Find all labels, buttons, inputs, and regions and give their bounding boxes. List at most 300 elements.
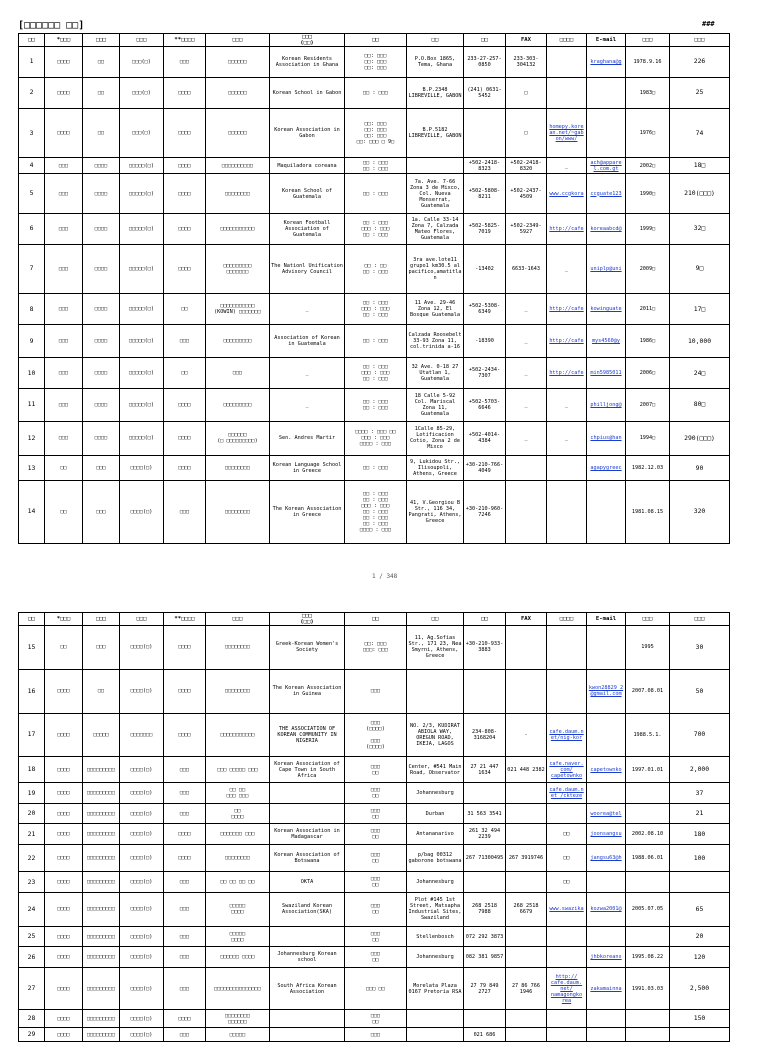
cell-org-name: □□□□□□□ □□□	[206, 824, 270, 845]
cell-officers: □□ : □□□	[345, 325, 407, 358]
cell-org-name-en: Korean Language School in Greece	[270, 456, 345, 481]
cell-officers: □□□ □□	[345, 803, 407, 824]
table-row	[19, 872, 730, 893]
cell-fax: 268 2518 6679	[506, 892, 547, 926]
header-rank: **□□□□	[164, 613, 206, 626]
cell-fax: 021 448 2382	[506, 757, 547, 783]
cell-officers: □□□ □□	[345, 783, 407, 804]
cell-country: □□□□□	[83, 713, 120, 757]
cell-homepage[interactable]: homepy.korean.net/~gabon/www/	[547, 108, 587, 157]
cell-org-name-en: Sen. Andres Martir	[270, 421, 345, 456]
cell-region: □□□□	[45, 757, 83, 783]
cell-rank: □□□	[164, 872, 206, 893]
table-row	[19, 968, 730, 1010]
table-row	[19, 480, 730, 543]
cell-country: □□□□□□□□□	[83, 968, 120, 1010]
table-row	[19, 325, 730, 358]
cell-phone: +502-5808-8211	[464, 174, 506, 214]
cell-homepage[interactable]: http://cafe	[547, 294, 587, 325]
cell-region: □□□□	[45, 783, 83, 804]
cell-fax: +502-2418-8320	[506, 158, 547, 174]
cell-office: □□□□□(□)	[120, 358, 164, 389]
cell-region: □□	[45, 480, 83, 543]
cell-no: 8	[19, 294, 45, 325]
cell-fax	[506, 824, 547, 845]
cell-members: 100	[670, 844, 730, 871]
cell-fax: □	[506, 77, 547, 108]
cell-founded: 1994□	[626, 421, 670, 456]
cell-org-name-en: Korean School of Guatemala	[270, 174, 345, 214]
table-row	[19, 926, 730, 947]
cell-no: 4	[19, 158, 45, 174]
cell-members: 24□	[670, 358, 730, 389]
header-email: E-mail	[587, 613, 626, 626]
cell-email[interactable]: chpius@han	[587, 421, 626, 456]
cell-org-name-en	[270, 803, 345, 824]
cell-email	[587, 77, 626, 108]
cell-officers: □□□ □□	[345, 844, 407, 871]
header-address: □□	[407, 34, 464, 47]
cell-founded: 1995	[626, 626, 670, 670]
table-row	[19, 294, 730, 325]
cell-org-name-en	[270, 783, 345, 804]
cell-members: 17□	[670, 294, 730, 325]
header-org-name-en: □□□ (□□)	[270, 34, 345, 47]
cell-org-name: □□□□□□□□	[206, 626, 270, 670]
cell-email[interactable]: joonsangsu	[587, 824, 626, 845]
cell-fax: □	[506, 108, 547, 157]
cell-region: □□□	[45, 389, 83, 421]
cell-office: □□□□(□)	[120, 626, 164, 670]
cell-phone: 234-808-3168204	[464, 713, 506, 757]
cell-org-name: □□□□□□□□□ □□□□□□□	[206, 244, 270, 293]
cell-rank: □□□□	[164, 1010, 206, 1028]
cell-officers: □□□ □□	[345, 892, 407, 926]
cell-office: □□□□(□)	[120, 1028, 164, 1042]
cell-region: □□□□	[45, 108, 83, 157]
cell-officers: □□ : □□□	[345, 174, 407, 214]
cell-members: 2,000	[670, 757, 730, 783]
cell-office: □□□□□(□)	[120, 325, 164, 358]
cell-email[interactable]: min5985011	[587, 358, 626, 389]
cell-officers: □□ : □□□ □□ : □□□	[345, 389, 407, 421]
cell-phone: +502-5308-6349	[464, 294, 506, 325]
cell-founded: 2006□	[626, 358, 670, 389]
cell-country: □□	[83, 47, 120, 78]
cell-phone: +502-5703-6646	[464, 389, 506, 421]
cell-homepage	[547, 1010, 587, 1028]
cell-rank: □□□□	[164, 626, 206, 670]
cell-no: 24	[19, 892, 45, 926]
header-members: □□□	[670, 34, 730, 47]
cell-office: □□□□□(□)	[120, 389, 164, 421]
table-row	[19, 158, 730, 174]
cell-rank: □□□	[164, 757, 206, 783]
cell-homepage	[547, 626, 587, 670]
cell-homepage	[547, 803, 587, 824]
cell-org-name-en: _	[270, 358, 345, 389]
cell-region: □□□□	[45, 47, 83, 78]
cell-fax: _	[506, 421, 547, 456]
cell-email[interactable]: uniplp@uni	[587, 244, 626, 293]
cell-region: □□□	[45, 325, 83, 358]
cell-members: 210(□□□)	[670, 174, 730, 214]
cell-homepage: □□	[547, 824, 587, 845]
cell-address	[407, 669, 464, 713]
cell-email[interactable]: mys4560@y	[587, 325, 626, 358]
cell-address: Morelata Plaza 0167 Pretoria RSA	[407, 968, 464, 1010]
cell-org-name-en: The Korean Association in Guinea	[270, 669, 345, 713]
cell-org-name-en: THE ASSOCIATION OF KOREAN COMMUNITY IN NIGERIA	[270, 713, 345, 757]
cell-phone: 267 71300495	[464, 844, 506, 871]
table-row	[19, 108, 730, 157]
cell-country: □□□□□□□□□	[83, 1010, 120, 1028]
cell-office: □□□□(□)	[120, 480, 164, 543]
cell-email[interactable]: zakamainna	[587, 968, 626, 1010]
cell-org-name: □□ □□ □□ □□	[206, 872, 270, 893]
cell-org-name-en: _	[270, 294, 345, 325]
cell-address: 9, Lukidou Str., Ilisoupoli, Athens, Greece	[407, 456, 464, 481]
cell-members	[670, 872, 730, 893]
cell-org-name: □□□□□□ □□□□	[206, 947, 270, 968]
cell-email	[587, 783, 626, 804]
cell-office: □□□□(□)	[120, 947, 164, 968]
cell-no: 11	[19, 389, 45, 421]
cell-members: 290(□□□)	[670, 421, 730, 456]
cell-members: 37	[670, 783, 730, 804]
cell-email[interactable]: koreaabcd@	[587, 213, 626, 244]
header-phone: □□	[464, 34, 506, 47]
cell-email[interactable]: capetownko	[587, 757, 626, 783]
cell-country: □□□□□□□□□	[83, 947, 120, 968]
cell-homepage: □□	[547, 872, 587, 893]
cell-homepage[interactable]: cafe.naver.com/ capetownko	[547, 757, 587, 783]
cell-officers: □□ : □□□ □□□ : □□□ □□ : □□□	[345, 294, 407, 325]
cell-region: □□□	[45, 294, 83, 325]
cell-phone	[464, 669, 506, 713]
cell-org-name-en	[270, 1028, 345, 1042]
header-no: □□	[19, 34, 45, 47]
cell-officers: □□ : □□□ □□ : □□□	[345, 158, 407, 174]
table-row	[19, 358, 730, 389]
cell-country: □□□□□□□□□	[83, 926, 120, 947]
cell-phone: 268 2518 7988	[464, 892, 506, 926]
cell-members: 700	[670, 713, 730, 757]
cell-fax	[506, 626, 547, 670]
cell-officers: □□ : □□□ □□ : □□□ □□□ : □□□ □□ : □□□ □□ : □□□ □□ : □□□ □□□□ : □□□	[345, 480, 407, 543]
cell-org-name-en: OKTA	[270, 872, 345, 893]
header-officers: □□	[345, 34, 407, 47]
cell-fax: +502-2437-4509	[506, 174, 547, 214]
cell-org-name-en: The Nationl Unification Advisory Council	[270, 244, 345, 293]
cell-fax: 267 3919746	[506, 844, 547, 871]
cell-members: 20	[670, 926, 730, 947]
header-founded: □□□	[626, 34, 670, 47]
cell-region: □□□□	[45, 803, 83, 824]
cell-members: 9□	[670, 244, 730, 293]
cell-homepage: □□	[547, 844, 587, 871]
cell-rank: □□□□	[164, 174, 206, 214]
cell-org-name: □□□ □□□□□ □□□	[206, 757, 270, 783]
cell-office: □□□□□(□)	[120, 294, 164, 325]
cell-founded: 1976□	[626, 108, 670, 157]
cell-office: □□□□(□)	[120, 892, 164, 926]
cell-org-name: □□□	[206, 358, 270, 389]
cell-office: □□□□(□)	[120, 968, 164, 1010]
cell-region: □□□	[45, 244, 83, 293]
cell-org-name: □□□□□□□□□□□□□□□	[206, 968, 270, 1010]
cell-country: □□	[83, 77, 120, 108]
page-title: [□□□□□□ □□]	[18, 20, 85, 31]
table-row	[19, 626, 730, 670]
table-row	[19, 421, 730, 456]
cell-email[interactable]: kozwa2001@	[587, 892, 626, 926]
cell-country: □□□□□□□□□	[83, 783, 120, 804]
cell-fax	[506, 872, 547, 893]
cell-office: □□□□□(□)	[120, 213, 164, 244]
cell-officers: □□: □□□ □□□: □□□	[345, 626, 407, 670]
cell-homepage[interactable]: www.ccgkora	[547, 174, 587, 214]
cell-org-name-en: Korean Association in Gabon	[270, 108, 345, 157]
cell-org-name: □□□□□□□□	[206, 669, 270, 713]
cell-no: 9	[19, 325, 45, 358]
cell-no: 1	[19, 47, 45, 78]
cell-rank: □□□□	[164, 713, 206, 757]
cell-rank: □□□□	[164, 824, 206, 845]
cell-country: □□□□	[83, 325, 120, 358]
cell-org-name: □□□□□□□□	[206, 844, 270, 871]
cell-no: 13	[19, 456, 45, 481]
cell-fax	[506, 926, 547, 947]
cell-homepage[interactable]: http://cafe	[547, 325, 587, 358]
cell-address: 32 Ave. 0-18 27 Utatlan 1, Guatemala	[407, 358, 464, 389]
cell-rank: □□□	[164, 325, 206, 358]
cell-fax	[506, 1010, 547, 1028]
header-address: □□	[407, 613, 464, 626]
cell-homepage[interactable]: www.swazika	[547, 892, 587, 926]
cell-rank: □□	[164, 358, 206, 389]
cell-region: □□□□	[45, 892, 83, 926]
cell-email	[587, 626, 626, 670]
cell-address: B.P.2348 LIBREVILLE, GABON	[407, 77, 464, 108]
cell-phone: +30-210-933-3883	[464, 626, 506, 670]
header-founded: □□□	[626, 613, 670, 626]
cell-homepage[interactable]: cafe.daum.net/nig-kor	[547, 713, 587, 757]
cell-members: 10,000	[670, 325, 730, 358]
cell-country: □□□□□□□□□	[83, 824, 120, 845]
cell-office: □□□□(□)	[120, 669, 164, 713]
table-row	[19, 892, 730, 926]
cell-address: 1Calle 85-29, Lotificacion Cotio, Zona 2 de Mixco	[407, 421, 464, 456]
cell-phone: 31 563 3541	[464, 803, 506, 824]
cell-members: 150	[670, 1010, 730, 1028]
cell-no: 10	[19, 358, 45, 389]
header-officers: □□	[345, 613, 407, 626]
cell-office: □□□□□(□)	[120, 158, 164, 174]
cell-email[interactable]: kwon28829 2 @gmail.com	[587, 669, 626, 713]
cell-no: 7	[19, 244, 45, 293]
cell-homepage[interactable]: http://cafe	[547, 213, 587, 244]
cell-rank: □□□	[164, 480, 206, 543]
cell-address: 7a. Ave. 7-66 Zona 3 de Mixco, Col. Nueva Monserrat, Guatemala	[407, 174, 464, 214]
cell-homepage	[547, 77, 587, 108]
cell-address: Calzada Roosebelt 33-93 Zona 11, col.trinida a-16	[407, 325, 464, 358]
cell-fax: 27 86 766 1946	[506, 968, 547, 1010]
cell-phone: (241) 0631-5452	[464, 77, 506, 108]
cell-founded: 1997.01.01	[626, 757, 670, 783]
table-row	[19, 244, 730, 293]
cell-email[interactable]: philljong@	[587, 389, 626, 421]
cell-officers: □□□ □□	[345, 824, 407, 845]
cell-founded: 1991.03.03	[626, 968, 670, 1010]
cell-no: 14	[19, 480, 45, 543]
cell-org-name-en	[270, 926, 345, 947]
cell-rank: □□□□	[164, 844, 206, 871]
cell-office: □□□□(□)	[120, 803, 164, 824]
cell-phone: +30-210-960-7246	[464, 480, 506, 543]
cell-email[interactable]: ccguate123	[587, 174, 626, 214]
cell-phone: 082 381 9857	[464, 947, 506, 968]
cell-founded: 2005.07.05	[626, 892, 670, 926]
cell-address	[407, 1028, 464, 1042]
cell-no: 20	[19, 803, 45, 824]
cell-address: 11 Ave. 29-46 Zona 12, El Bosque Guatemala	[407, 294, 464, 325]
cell-country: □□□□□□□□□	[83, 892, 120, 926]
cell-email[interactable]: woorea@tel	[587, 803, 626, 824]
cell-officers: □□: □□□ □□: □□□ □□: □□□ □□: □□□ □ 9□	[345, 108, 407, 157]
cell-address: NO. 2/3, KUDIRAT ABIOLA WAY, OREGUN ROAD, IKEJA, LAGOS	[407, 713, 464, 757]
cell-no: 21	[19, 824, 45, 845]
cell-founded: 1988.06.01	[626, 844, 670, 871]
cell-officers: □□ : □□□	[345, 456, 407, 481]
cell-founded: 2011□	[626, 294, 670, 325]
cell-org-name-en: _	[270, 389, 345, 421]
cell-homepage	[547, 456, 587, 481]
cell-country: □□	[83, 669, 120, 713]
table-header-row	[19, 34, 730, 47]
cell-members: 25	[670, 77, 730, 108]
cell-fax: -	[506, 713, 547, 757]
cell-org-name: □□□□□□□□	[206, 480, 270, 543]
cell-homepage[interactable]: http://cafe	[547, 358, 587, 389]
cell-founded: 1981.08.15	[626, 480, 670, 543]
cell-officers: □□: □□□ □□: □□□ □□: □□□	[345, 47, 407, 78]
cell-region: □□□□	[45, 1010, 83, 1028]
table-row	[19, 844, 730, 871]
cell-no: 23	[19, 872, 45, 893]
cell-region: □□□□	[45, 669, 83, 713]
cell-email[interactable]: kowinguate	[587, 294, 626, 325]
cell-fax: _	[506, 358, 547, 389]
cell-email[interactable]: jhbkoreans	[587, 947, 626, 968]
cell-org-name: □□□□□□□□	[206, 174, 270, 214]
cell-fax	[506, 456, 547, 481]
cell-office: □□□(□)	[120, 77, 164, 108]
cell-email[interactable]: kraghana@g	[587, 47, 626, 78]
cell-country: □□□□□□□□□	[83, 1028, 120, 1042]
cell-founded: 2009□	[626, 244, 670, 293]
header-rank: **□□□□	[164, 34, 206, 47]
cell-phone: 072 292 3873	[464, 926, 506, 947]
cell-org-name: □□□□□□□□□□	[206, 158, 270, 174]
table-row	[19, 174, 730, 214]
header-region: *□□□	[45, 613, 83, 626]
cell-members: 320	[670, 480, 730, 543]
cell-org-name: □□□□□□	[206, 47, 270, 78]
cell-officers: □□□□ : □□□ □□ □□□ : □□□ □□□□ : □□□	[345, 421, 407, 456]
cell-homepage[interactable]: cafe.daum.net /ckteze	[547, 783, 587, 804]
cell-region: □□□□	[45, 824, 83, 845]
cell-founded	[626, 1010, 670, 1028]
header-homepage: □□□□	[547, 613, 587, 626]
header-fax: FAX	[506, 613, 547, 626]
header-org-name: □□□	[206, 613, 270, 626]
cell-officers: □□ : □□□ □□□ : □□□ □□ : □□□	[345, 213, 407, 244]
cell-address: 3ra ave.lote11 grupo1 km30.5 al pacifico,amatitlan	[407, 244, 464, 293]
cell-region: □□□□	[45, 947, 83, 968]
cell-phone: 261 32 494 2239	[464, 824, 506, 845]
cell-phone: 021 686	[464, 1028, 506, 1042]
table-row	[19, 1028, 730, 1042]
cell-email[interactable]: agapygreec	[587, 456, 626, 481]
cell-rank: □□□	[164, 947, 206, 968]
cell-country: □□□□	[83, 358, 120, 389]
header-country: □□□	[83, 613, 120, 626]
cell-officers: □□ : □□ □□ : □□□	[345, 244, 407, 293]
cell-founded: 1995.08.22	[626, 947, 670, 968]
cell-address: 41, V.Georgiou B Str., 116 34, Pangrati, Athens, Greece	[407, 480, 464, 543]
cell-email[interactable]: ach@appare l.com.gt	[587, 158, 626, 174]
cell-homepage[interactable]: http:// cafe.daum. net/ namagongko rea	[547, 968, 587, 1010]
cell-country: □□□	[83, 480, 120, 543]
header-country: □□□	[83, 34, 120, 47]
cell-org-name-en: The Korean Association in Greece	[270, 480, 345, 543]
cell-country: □□□	[83, 456, 120, 481]
cell-phone	[464, 108, 506, 157]
cell-office: □□□(□)	[120, 108, 164, 157]
cell-rank: □□□	[164, 892, 206, 926]
table-row	[19, 783, 730, 804]
cell-phone: +502-5825-7019	[464, 213, 506, 244]
cell-founded: 1986□	[626, 325, 670, 358]
cell-homepage	[547, 947, 587, 968]
cell-email	[587, 926, 626, 947]
cell-email[interactable]: jangsu63@h	[587, 844, 626, 871]
cell-founded: 1990□	[626, 174, 670, 214]
cell-members: 32□	[670, 213, 730, 244]
cell-email	[587, 480, 626, 543]
page-id: ###	[702, 20, 715, 28]
cell-fax: _	[506, 389, 547, 421]
cell-fax	[506, 803, 547, 824]
cell-org-name-en: Swaziland Korean Association(SKA)	[270, 892, 345, 926]
page-footer: 1 / 348	[372, 573, 398, 580]
header-office: □□□	[120, 34, 164, 47]
cell-homepage	[547, 926, 587, 947]
cell-no: 22	[19, 844, 45, 871]
cell-org-name-en: Maquiladora coreana	[270, 158, 345, 174]
cell-org-name: □□□□□□	[206, 77, 270, 108]
cell-homepage	[547, 669, 587, 713]
cell-members: 180	[670, 824, 730, 845]
cell-org-name: □□□□□□□□ □□□□□□	[206, 1010, 270, 1028]
cell-members: 2,500	[670, 968, 730, 1010]
cell-fax	[506, 669, 547, 713]
cell-address: P.O.Box 1865, Tema, Ghana	[407, 47, 464, 78]
cell-rank: □□	[164, 294, 206, 325]
cell-homepage: _	[547, 244, 587, 293]
cell-office: □□□□□□□	[120, 713, 164, 757]
